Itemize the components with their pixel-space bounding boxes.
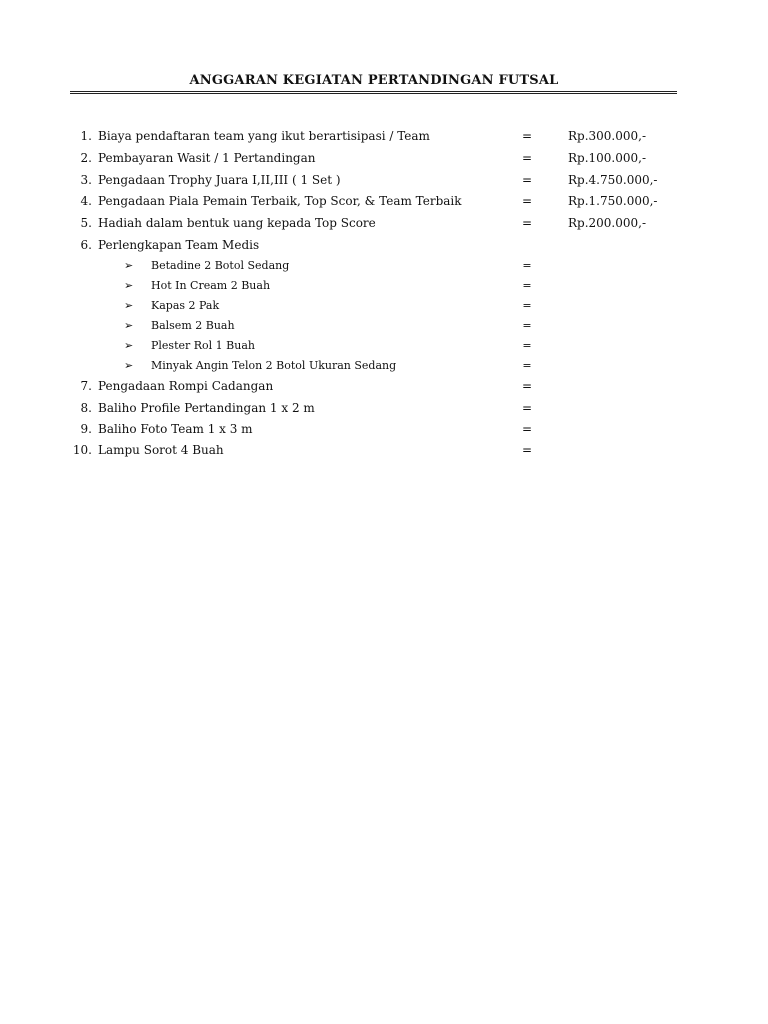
item-number: 10. [72, 443, 92, 457]
equals-sign: = [521, 173, 533, 187]
item-number: 7. [80, 379, 92, 393]
item-number: 6. [80, 238, 92, 252]
list-item [0, 237, 768, 253]
list-item [0, 378, 768, 394]
title-underline [70, 91, 677, 94]
equals-sign: = [521, 379, 533, 393]
item-amount: Rp.100.000,- [568, 151, 647, 165]
item-label: Hadiah dalam bentuk uang kepada Top Score [98, 216, 376, 230]
sub-list-item [0, 318, 768, 334]
equals-sign: = [522, 279, 532, 292]
arrow-bullet-icon: ➢ [124, 319, 134, 332]
equals-sign: = [521, 422, 533, 436]
list-item [0, 128, 768, 144]
item-number: 3. [80, 173, 92, 187]
list-item [0, 442, 768, 458]
arrow-bullet-icon: ➢ [124, 339, 134, 352]
item-number: 1. [80, 129, 92, 143]
equals-sign: = [521, 443, 533, 457]
item-number: 2. [80, 151, 92, 165]
equals-sign: = [522, 319, 532, 332]
list-item [0, 150, 768, 166]
item-label: Pengadaan Trophy Juara I,II,III ( 1 Set ) [98, 173, 341, 187]
item-number: 4. [80, 194, 92, 208]
item-amount: Rp.200.000,- [568, 216, 647, 230]
item-amount: Rp.300.000,- [568, 129, 647, 143]
arrow-bullet-icon: ➢ [124, 279, 134, 292]
sub-list-item [0, 358, 768, 374]
arrow-bullet-icon: ➢ [124, 299, 134, 312]
sub-list-item [0, 298, 768, 314]
arrow-bullet-icon: ➢ [124, 259, 134, 272]
equals-sign: = [521, 401, 533, 415]
item-label: Pengadaan Rompi Cadangan [98, 379, 274, 393]
item-label: Baliho Profile Pertandingan 1 x 2 m [98, 401, 315, 415]
equals-sign: = [521, 129, 533, 143]
sub-item-label: Minyak Angin Telon 2 Botol Ukuran Sedang [151, 359, 397, 372]
item-label: Biaya pendaftaran team yang ikut berartisipasi / Team [98, 129, 430, 143]
list-item [0, 193, 768, 209]
equals-sign: = [522, 339, 532, 352]
item-label: Baliho Foto Team 1 x 3 m [98, 422, 253, 436]
item-label: Pengadaan Piala Pemain Terbaik, Top Scor, & Team Terbaik [98, 194, 462, 208]
item-amount: Rp.1.750.000,- [568, 194, 658, 208]
sub-list-item [0, 258, 768, 274]
equals-sign: = [521, 194, 533, 208]
item-number: 8. [80, 401, 92, 415]
item-amount: Rp.4.750.000,- [568, 173, 658, 187]
list-item [0, 172, 768, 188]
sub-item-label: Plester Rol 1 Buah [151, 339, 255, 352]
item-label: Pembayaran Wasit / 1 Pertandingan [98, 151, 316, 165]
sub-item-label: Kapas 2 Pak [151, 299, 220, 312]
item-number: 5. [80, 216, 92, 230]
sub-item-label: Hot In Cream 2 Buah [151, 279, 271, 292]
item-label: Perlengkapan Team Medis [98, 238, 260, 252]
page-title: ANGGARAN KEGIATAN PERTANDINGAN FUTSAL [189, 73, 559, 88]
equals-sign: = [522, 259, 532, 272]
list-item [0, 421, 768, 437]
item-label: Lampu Sorot 4 Buah [98, 443, 224, 457]
sub-item-label: Balsem 2 Buah [151, 319, 235, 332]
equals-sign: = [521, 216, 533, 230]
item-number: 9. [80, 422, 92, 436]
list-item [0, 400, 768, 416]
sub-list-item [0, 278, 768, 294]
sub-list-item [0, 338, 768, 354]
list-item [0, 215, 768, 231]
arrow-bullet-icon: ➢ [124, 359, 134, 372]
equals-sign: = [522, 299, 532, 312]
equals-sign: = [522, 359, 532, 372]
equals-sign: = [521, 151, 533, 165]
sub-item-label: Betadine 2 Botol Sedang [151, 259, 290, 272]
